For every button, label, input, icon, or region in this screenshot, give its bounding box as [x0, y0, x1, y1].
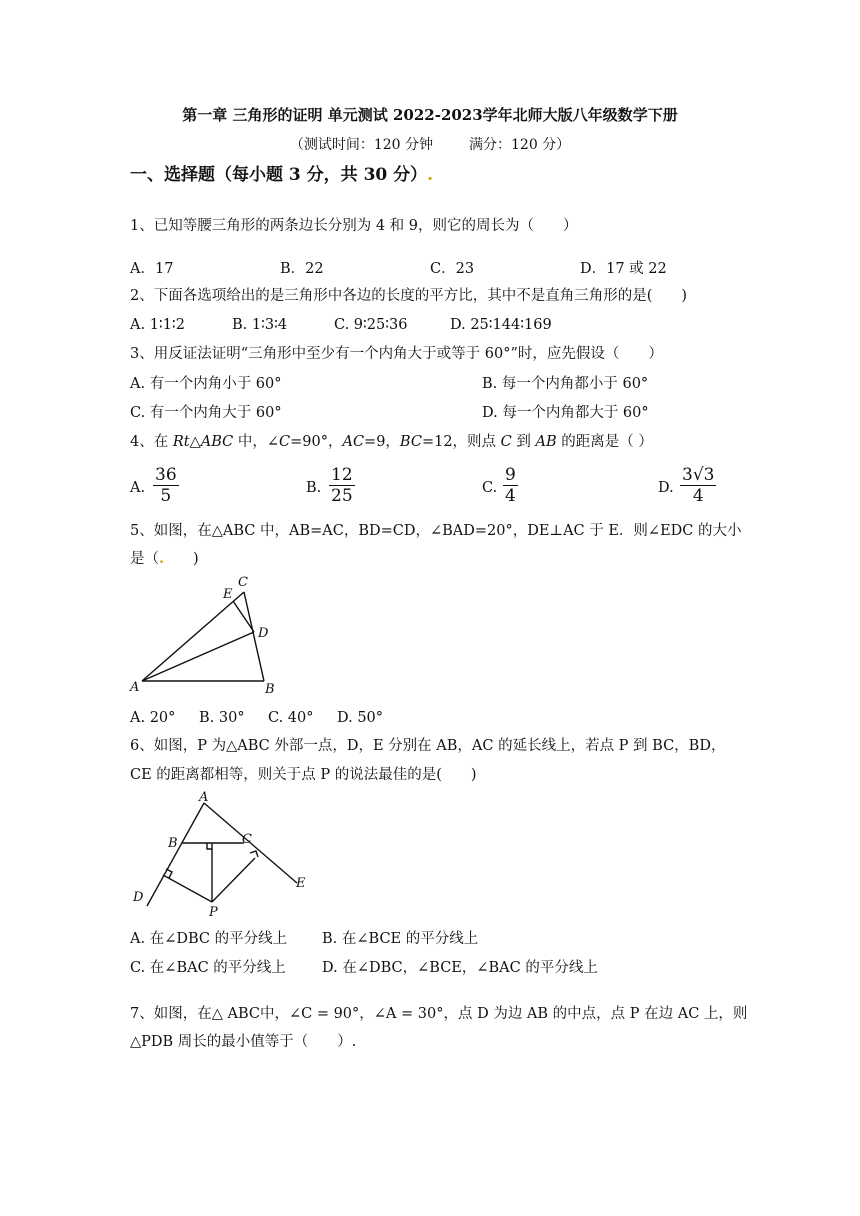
q5-stem-line2: 是（. ): [130, 550, 199, 567]
q6-option-c: C. 在∠BAC 的平分线上: [130, 960, 286, 976]
q5-side-cb: [244, 592, 264, 681]
q3-option-b: B. 每一个内角都小于 60°: [482, 376, 649, 392]
q4-option-c-letter: C.: [482, 480, 498, 496]
q5-option-c: C. 40°: [268, 710, 314, 726]
q6-label-d: D: [133, 890, 144, 905]
q5-segment-de: [233, 601, 254, 632]
q6-perp-ce: [212, 858, 255, 902]
q6-right-angle-bc: [207, 843, 212, 849]
q5-option-b: B. 30°: [199, 710, 245, 726]
q1-option-c: C．23: [430, 261, 475, 277]
q3-option-c: C. 有一个内角大于 60°: [130, 405, 282, 421]
q2-option-c: C. 9∶25∶36: [334, 317, 408, 333]
q5-label-d: D: [258, 626, 269, 641]
q5-label-a: A: [130, 680, 140, 695]
q5-stem-line1: 5、如图，在△ABC 中，AB=AC，BD=CD，∠BAD=20°，DE⊥AC 于 E．则∠EDC 的大小: [130, 523, 742, 539]
section-dot: .: [427, 165, 434, 185]
q5-label-c: C: [238, 575, 248, 590]
q4-option-d-letter: D.: [658, 480, 674, 496]
q7-stem-line1: 7、如图，在△ ABC中，∠C = 90°，∠A = 30°，点 D 为边 AB 的中点，点 P 在边 AC 上，则: [130, 1006, 748, 1022]
q6-option-a: A. 在∠DBC 的平分线上: [130, 931, 288, 947]
q1-option-a: A．17: [130, 261, 174, 277]
q1-option-b: B．22: [280, 261, 324, 277]
q4-option-b-letter: B.: [306, 480, 322, 496]
q5-segment-ad: [142, 632, 254, 681]
q4-option-b-fraction: 12 25: [331, 465, 353, 506]
q6-label-e: E: [296, 876, 306, 891]
q6-stem-line2: CE 的距离都相等，则关于点 P 的说法最佳的是( ): [130, 767, 477, 783]
q5-side-ac: [142, 592, 244, 681]
q4-option-d-fraction: 3√3 4: [682, 465, 715, 506]
q3-option-a: A. 有一个内角小于 60°: [130, 376, 282, 392]
q6-option-b: B. 在∠BCE 的平分线上: [322, 931, 479, 947]
q3-stem: 3、用反证法证明“三角形中至少有一个内角大于或等于 60°”时，应先假设（ ）: [130, 346, 663, 362]
q4-option-c-fraction: 9 4: [505, 465, 516, 506]
q6-perp-bd: [163, 875, 212, 902]
q6-stem-line1: 6、如图，P 为△ABC 外部一点，D，E 分别在 AB，AC 的延长线上，若点 P 到 BC，BD，: [130, 738, 726, 754]
q5-option-d: D. 50°: [337, 710, 384, 726]
q4-option-a-fraction: 36 5: [155, 465, 177, 506]
q2-stem: 2、下面各选项给出的是三角形中各边的长度的平方比，其中不是直角三角形的是( ): [130, 288, 688, 304]
q6-option-d: D. 在∠DBC，∠BCE，∠BAC 的平分线上: [322, 960, 598, 976]
q6-label-b: B: [168, 836, 178, 851]
q2-option-d: D. 25∶144∶169: [450, 317, 552, 333]
q3-option-d: D. 每一个内角都大于 60°: [482, 405, 649, 421]
q6-label-p: P: [209, 905, 218, 920]
page-title: 第一章 三角形的证明 单元测试 2022-2023学年北师大版八年级数学下册: [182, 106, 678, 124]
q6-right-angle-bd: [166, 869, 172, 878]
q2-option-a: A. 1∶1∶2: [130, 317, 185, 333]
q1-stem: 1、已知等腰三角形的两条边长分别为 4 和 9，则它的周长为（ ）: [130, 218, 578, 234]
q5-label-b: B: [265, 682, 275, 697]
q6-label-c: C: [242, 832, 252, 847]
q2-option-b: B. 1∶3∶4: [232, 317, 288, 333]
section-heading: 一、选择题（每小题 3 分，共 30 分）.: [130, 165, 434, 185]
q6-line-ae: [204, 803, 297, 883]
test-time: （测试时间：120 分钟: [289, 137, 433, 153]
q4-stem: 4、在 Rt△ABC 中，∠C=90°，AC=9，BC=12，则点 C 到 AB 的距离是（ ）: [130, 434, 653, 450]
page-subtitle: [0, 136, 860, 154]
full-score: 满分：120 分）: [469, 137, 571, 153]
q6-right-angle-ce: [250, 851, 258, 857]
q6-label-a: A: [199, 790, 209, 805]
q5-option-a: A. 20°: [130, 710, 176, 726]
q1-option-d: D．17 或 22: [580, 261, 667, 277]
q6-line-ad: [147, 803, 204, 906]
q7-stem-line2: △PDB 周长的最小值等于（ ）.: [130, 1034, 357, 1050]
q5-label-e: E: [223, 587, 233, 602]
q4-option-a-letter: A.: [130, 480, 146, 496]
